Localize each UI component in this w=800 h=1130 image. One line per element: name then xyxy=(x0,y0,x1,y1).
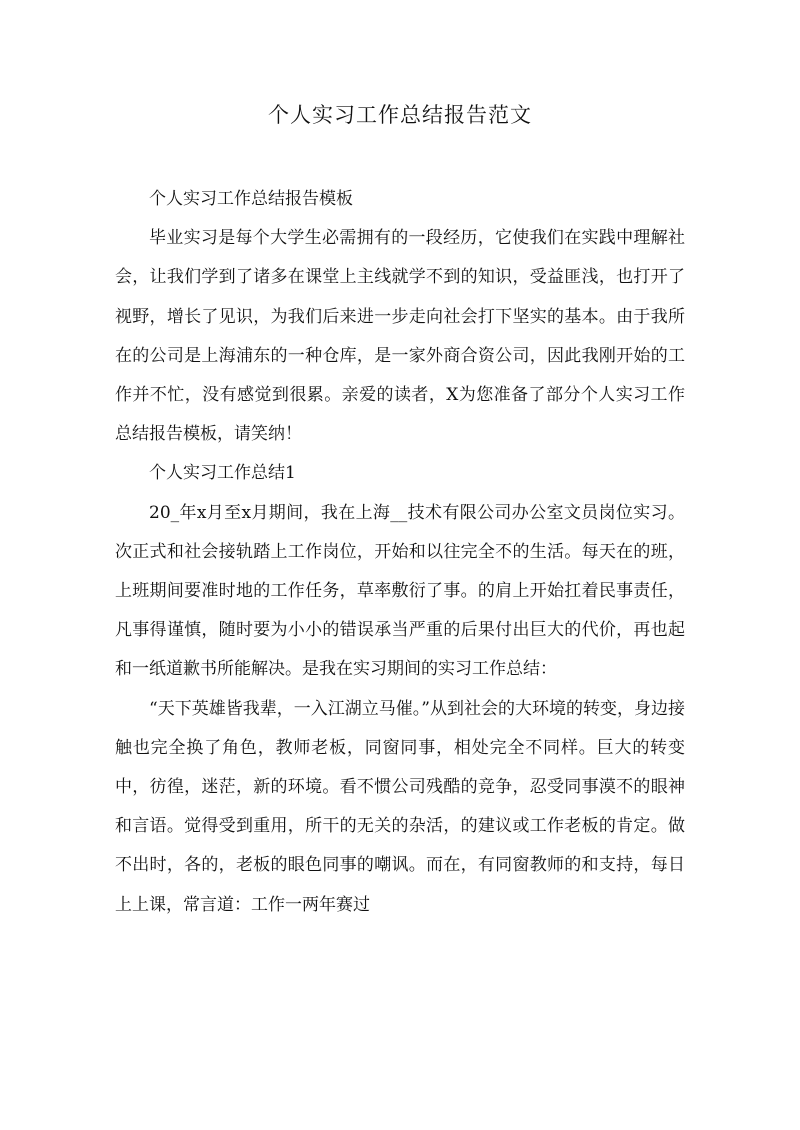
paragraph: “天下英雄皆我辈，一入江湖立马催。”从到社会的大环境的转变，身边接触也完全换了角色，教师老板，同窗同事，相处完全不同样。巨大的转变中，彷徨，迷茫，新的环境。看不惯公司残酷的竞争，忍受同事漠不的眼神和言语。觉得受到重用，所干的无关的杂活，的建议或工作老板的肯定。做不出时，各的，老板的眼色同事的嘲讽。而在，有同窗教师的和支持，每日上上课，常言道：工作一两年赛过 xyxy=(115,698,685,915)
paragraph-subtitle: 个人实习工作总结报告模板 xyxy=(149,189,353,209)
paragraph-heading: 个人实习工作总结1 xyxy=(149,463,296,484)
document-title: 个人实习工作总结报告范文 xyxy=(268,103,532,127)
paragraph: 毕业实习是每个大学生必需拥有的一段经历，它使我们在实践中理解社会，让我们学到了诸多在课堂上主线就学不到的知识，受益匪浅，也打开了视野，增长了见识，为我们后来进一步走向社会打下坚实的基本。由于我所在的公司是上海浦东的一种仓库，是一家外商合资公司，因此我刚开始的工作并不忙，没有感觉到很累。亲爱的读者，X为您准备了部分个人实习工作总结报告模板，请笑纳！ xyxy=(115,228,685,445)
document-body xyxy=(115,180,685,925)
paragraph: 20_年x月至x月期间，我在上海__技术有限公司办公室文员岗位实习。次正式和社会接轨踏上工作岗位，开始和以往完全不的生活。每天在的班，上班期间要准时地的工作任务，草率敷衍了事。的肩上开始扛着民事责任，凡事得谨慎，随时要为小小的错误承当严重的后果付出巨大的代价，再也起和一纸道歉书所能解决。是我在实习期间的实习工作总结： xyxy=(115,502,685,680)
